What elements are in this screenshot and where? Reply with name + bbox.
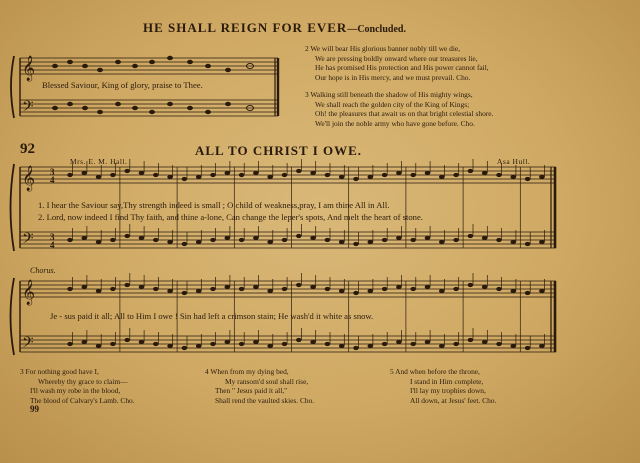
note-head — [496, 287, 502, 291]
previous-hymn-lyric: Blessed Saviour, King of glory, praise to Thee. — [42, 80, 203, 90]
note-head — [96, 240, 102, 244]
note-head — [253, 285, 259, 289]
note-head — [210, 287, 216, 291]
note-head — [225, 171, 231, 175]
svg-text:𝄢: 𝄢 — [22, 98, 34, 119]
svg-text:3: 3 — [50, 167, 55, 177]
note-head — [368, 175, 374, 179]
note-head — [410, 342, 416, 346]
note-head — [353, 177, 359, 181]
stanza-line: Whereby thy grace to claim— — [38, 376, 128, 386]
note-head — [439, 175, 445, 179]
note-head — [282, 287, 288, 291]
note-head — [282, 238, 288, 242]
note-head — [296, 283, 302, 287]
note-head — [511, 289, 517, 293]
note-head — [253, 171, 259, 175]
note-head — [82, 171, 88, 175]
note-head — [325, 173, 331, 177]
note-head — [282, 173, 288, 177]
note-head — [153, 238, 159, 242]
note-head — [167, 344, 173, 348]
stanza-line: Our hope is in His mercy, and we must prevail. Cho. — [315, 72, 471, 82]
chorus-notes — [22, 279, 35, 355]
note-head — [353, 242, 359, 246]
note-head — [167, 240, 173, 244]
note-head — [310, 236, 316, 240]
note-head — [511, 240, 517, 244]
note-head — [96, 289, 102, 293]
note-head — [96, 344, 102, 348]
note-head — [310, 285, 316, 289]
note-head — [267, 240, 273, 244]
note-head — [225, 236, 231, 240]
note-head — [239, 287, 245, 291]
stanza-line: 3 For nothing good have I, — [20, 367, 99, 376]
svg-text:4: 4 — [50, 240, 55, 250]
note-head — [325, 342, 331, 346]
svg-text:𝄢: 𝄢 — [22, 334, 34, 355]
lyricist-credit: Mrs. E. M. Hall. — [70, 157, 128, 166]
note-head — [196, 175, 202, 179]
note-head — [539, 240, 545, 244]
note-head — [67, 342, 73, 346]
stanza-line: The blood of Calvary's Lamb. Cho. — [30, 395, 135, 405]
note-head — [525, 346, 531, 350]
note-head — [396, 236, 402, 240]
hymn-number: 92 — [20, 141, 35, 157]
stanza-line: 2 We will bear His glorious banner nobly till we die, — [305, 44, 461, 53]
note-head — [124, 169, 130, 173]
note-head — [210, 238, 216, 242]
note-head — [396, 285, 402, 289]
note-head — [396, 340, 402, 344]
stanza-4 — [205, 367, 314, 405]
stanza-line: I stand in Him complete, — [410, 376, 484, 386]
note-head — [525, 177, 531, 181]
note-head — [67, 287, 73, 291]
stanza-line: I'll wash my robe in the blood, — [30, 386, 121, 396]
note-head — [382, 287, 388, 291]
note-head — [67, 238, 73, 242]
note-head — [182, 291, 188, 295]
note-head — [368, 240, 374, 244]
note-head — [410, 173, 416, 177]
svg-text:4: 4 — [50, 175, 55, 185]
page-number: 99 — [30, 404, 39, 414]
note-head — [210, 173, 216, 177]
hymn-title: ALL TO CHRIST I OWE. — [195, 143, 363, 158]
stanza-line: We are pressing boldly onward where our treasures lie, — [315, 53, 478, 63]
note-head — [353, 346, 359, 350]
note-head — [96, 175, 102, 179]
note-head — [82, 285, 88, 289]
note-head — [439, 240, 445, 244]
note-head — [124, 234, 130, 238]
stanza-line: All down, at Jesus' feet. Cho. — [410, 395, 497, 405]
note-head — [110, 238, 116, 242]
note-head — [239, 342, 245, 346]
note-head — [410, 287, 416, 291]
note-head — [382, 238, 388, 242]
note-head — [382, 173, 388, 177]
note-head — [82, 340, 88, 344]
note-head — [196, 344, 202, 348]
svg-text:𝄞: 𝄞 — [22, 166, 36, 191]
stanza-line: Oh! the pleasures that await us on that bright celestial shore. — [315, 109, 494, 119]
note-head — [482, 285, 488, 289]
stanza-line: We'll join the noble army who have gone before. Cho. — [315, 118, 475, 128]
note-head — [482, 236, 488, 240]
note-head — [539, 289, 545, 293]
note-head — [339, 175, 345, 179]
note-head — [182, 242, 188, 246]
stanza-line: I'll lay my trophies down, — [410, 386, 486, 396]
note-head — [124, 338, 130, 342]
note-head — [239, 238, 245, 242]
note-head — [410, 238, 416, 242]
stanza-line: We shall reach the golden city of the King of Kings; — [315, 99, 470, 109]
note-head — [453, 238, 459, 242]
note-head — [439, 289, 445, 293]
note-head — [196, 289, 202, 293]
note-head — [282, 342, 288, 346]
note-head — [110, 342, 116, 346]
note-head — [225, 340, 231, 344]
note-head — [153, 173, 159, 177]
note-head — [253, 236, 259, 240]
note-head — [339, 240, 345, 244]
note-head — [468, 283, 474, 287]
note-head — [210, 342, 216, 346]
note-head — [196, 240, 202, 244]
verse-line-2: 2. Lord, now indeed I find Thy faith, and thine a-lone, Can change the leper's spots, And melt the heart of stone. — [38, 212, 423, 222]
chorus-lyric: Je - sus paid it all; All to Him I owe ! Sin had left a crimson stain; He wash'd it white as snow. — [50, 311, 374, 321]
note-head — [153, 342, 159, 346]
stanza-5 — [390, 367, 496, 405]
stanza-line: 4 When from my dying bed, — [205, 367, 289, 376]
note-head — [496, 238, 502, 242]
note-head — [296, 169, 302, 173]
note-head — [525, 291, 531, 295]
stanza-line: Then " Jesus paid it all," — [215, 386, 288, 396]
note-head — [139, 236, 145, 240]
note-head — [267, 289, 273, 293]
note-head — [382, 342, 388, 346]
note-head — [110, 173, 116, 177]
note-head — [225, 285, 231, 289]
hymn-title-continued: HE SHALL REIGN FOR EVER — [143, 20, 348, 35]
note-head — [296, 234, 302, 238]
note-head — [353, 291, 359, 295]
note-head — [139, 171, 145, 175]
verse-line-1: 1. I hear the Saviour say,Thy strength indeed is small ; O child of weakness,pray, I am thine All in All. — [38, 200, 390, 210]
note-head — [439, 344, 445, 348]
svg-text:𝄞: 𝄞 — [22, 56, 36, 81]
svg-text:𝄢: 𝄢 — [22, 230, 34, 251]
note-head — [310, 171, 316, 175]
note-head — [482, 171, 488, 175]
note-head — [267, 344, 273, 348]
stanza-line: He has promised His protection and His power cannot fail, — [315, 63, 489, 73]
note-head — [310, 340, 316, 344]
note-head — [153, 287, 159, 291]
composer-credit: Asa Hull. — [497, 157, 531, 166]
note-head — [67, 173, 73, 177]
note-head — [167, 289, 173, 293]
note-head — [453, 287, 459, 291]
note-head — [110, 287, 116, 291]
note-head — [539, 344, 545, 348]
svg-text:𝄞: 𝄞 — [22, 280, 36, 305]
note-head — [425, 340, 431, 344]
note-head — [453, 173, 459, 177]
note-head — [539, 175, 545, 179]
stanza-line: 3 Walking still beneath the shadow of His mighty wings, — [305, 90, 473, 99]
note-head — [468, 169, 474, 173]
stanza-line: My ransom'd soul shall rise, — [225, 376, 309, 386]
note-head — [182, 177, 188, 181]
note-head — [339, 289, 345, 293]
note-head — [482, 340, 488, 344]
note-head — [253, 340, 259, 344]
note-head — [239, 173, 245, 177]
stanza-line: 5 And when before the throne, — [390, 367, 480, 376]
svg-text:3: 3 — [50, 232, 55, 242]
note-head — [453, 342, 459, 346]
note-head — [139, 285, 145, 289]
note-head — [368, 289, 374, 293]
note-head — [325, 287, 331, 291]
note-head — [496, 342, 502, 346]
note-head — [511, 175, 517, 179]
note-head — [425, 285, 431, 289]
note-head — [396, 171, 402, 175]
note-head — [468, 338, 474, 342]
note-head — [82, 236, 88, 240]
note-head — [139, 340, 145, 344]
note-head — [267, 175, 273, 179]
stanza-line: Shall rend the vaulted skies. Cho. — [215, 395, 315, 405]
note-head — [339, 344, 345, 348]
note-head — [296, 338, 302, 342]
chorus-label: Chorus. — [30, 266, 56, 275]
title-suffix: —Concluded. — [347, 24, 406, 35]
note-head — [468, 234, 474, 238]
previous-stanza-2 — [305, 44, 489, 82]
note-head — [167, 175, 173, 179]
note-head — [124, 283, 130, 287]
previous-stanza-3 — [305, 90, 493, 128]
note-head — [325, 238, 331, 242]
note-head — [368, 344, 374, 348]
note-head — [496, 173, 502, 177]
note-head — [511, 344, 517, 348]
note-head — [182, 346, 188, 350]
note-head — [525, 242, 531, 246]
stanza-3 — [20, 367, 135, 405]
note-head — [425, 171, 431, 175]
note-head — [425, 236, 431, 240]
